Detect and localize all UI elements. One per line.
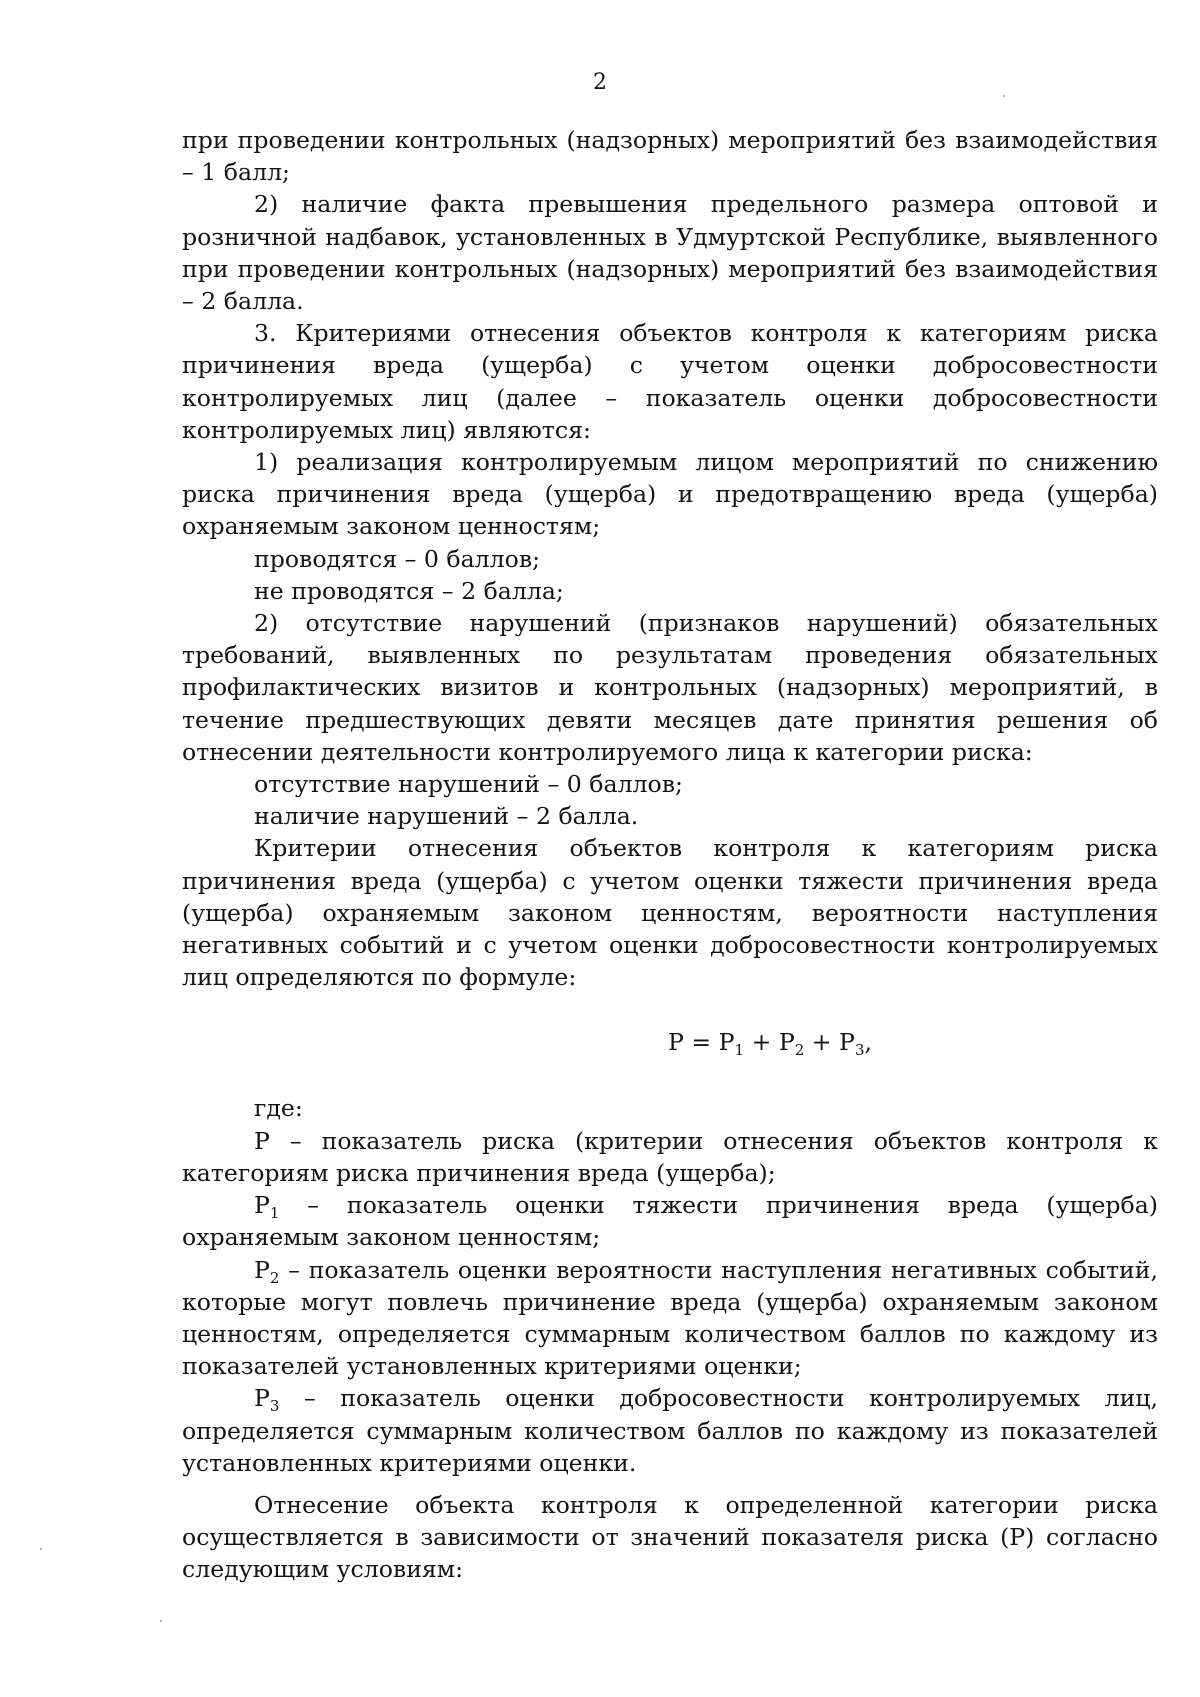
scan-speck	[160, 1620, 162, 1622]
scan-speck	[1003, 95, 1005, 97]
definition-p1: $P_1$ – показатель оценки тяжести причинения вреда (ущерба) охраняемым законом ценностям;	[182, 1191, 1158, 1252]
paragraph-not-conducted: не проводятся – 2 балла;	[254, 576, 564, 605]
paragraph-final: Отнесение объекта контроля к определенной категории риска осуществляется в зависимости от значений показателя риска (P) согласно следующим условиям:	[182, 1490, 1158, 1584]
paragraph-points-1: при проведении контрольных (надзорных) мероприятий без взаимодействия – 1 балл;	[182, 126, 1158, 187]
paragraph-formula-intro: Критерии отнесения объектов контроля к категориям риска причинения вреда (ущерба) с учетом оценки тяжести причинения вреда (ущерба) охраняемым законом ценностям, вероятности наступления негативных событий и с учетом оценки добросовестности контролируемых лиц определяются по формуле:	[182, 834, 1158, 992]
risk-formula: $P = P_1 + P_2 + P_3$,	[668, 1028, 872, 1060]
paragraph-markup-criterion: 2) наличие факта превышения предельного размера оптовой и розничной надбавок, установленных в Удмуртской Республике, выявленного при проведении контрольных (надзорных) мероприятий без взаимодействия – 2 балла.	[182, 190, 1158, 316]
page-number: 2	[593, 70, 607, 95]
paragraph-criteria-intro: 3. Критериями отнесения объектов контроля к категориям риска причинения вреда (ущерба) с учетом оценки добросовестности контролируемых лиц (далее – показатель оценки добросовестности контролируемых лиц) являются:	[182, 319, 1158, 444]
document-body	[182, 124, 1158, 1586]
paragraph-conducted: проводятся – 0 баллов;	[254, 544, 541, 573]
paragraph-where: где:	[254, 1094, 303, 1123]
scan-speck	[40, 1548, 42, 1550]
definition-p: P – показатель риска (критерии отнесения объектов контроля к категориям риска причинения вреда (ущерба);	[182, 1126, 1158, 1187]
paragraph-risk-measures: 1) реализация контролируемым лицом мероприятий по снижению риска причинения вреда (ущерба) и предотвращению вреда (ущерба) охраняемым законом ценностям;	[182, 448, 1158, 541]
paragraph-no-violations: 2) отсутствие нарушений (признаков нарушений) обязательных требований, выявленных по результатам проведения обязательных профилактических визитов и контрольных (надзорных) мероприятий, в течение предшествующих девяти месяцев дате принятия решения об отнесении деятельности контролируемого лица к категории риска:	[182, 609, 1158, 766]
definition-p2: $P_2$ – показатель оценки вероятности наступления негативных событий, которые могут повлечь причинение вреда (ущерба) охраняемым законом ценностям, определяется суммарным количеством баллов по каждому из показателей установленных критериями оценки;	[182, 1255, 1158, 1381]
paragraph-presence: наличие нарушений – 2 балла.	[254, 802, 639, 831]
definition-p3: $P_3$ – показатель оценки добросовестности контролируемых лиц, определяется суммарным количеством баллов по каждому из показателей установленных критериями оценки.	[182, 1384, 1158, 1477]
paragraph-absence: отсутствие нарушений – 0 баллов;	[254, 770, 683, 799]
